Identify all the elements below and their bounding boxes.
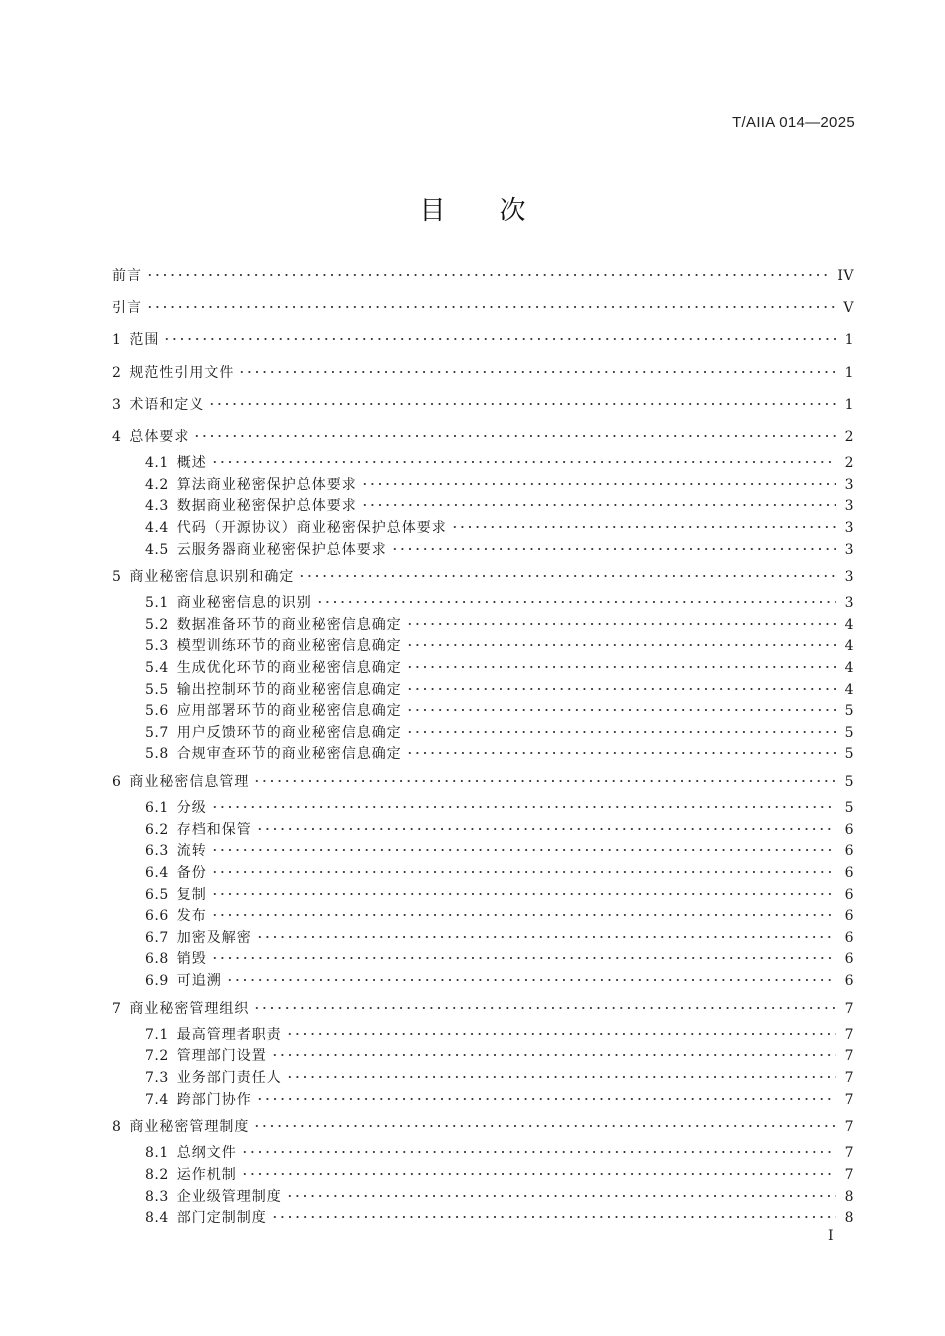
toc-dot-leader [163,337,836,341]
toc-entry-section[interactable] [112,971,854,993]
toc-entry-number: 6.7 [145,929,169,946]
toc-entry-section[interactable] [112,820,854,842]
toc-entry-page: 1 [844,364,854,381]
toc-entry-title: 术语和定义 [129,396,205,413]
toc-entry-title: 商业秘密管理组织 [129,1000,250,1017]
toc-dot-leader [253,1006,836,1010]
toc-entry-number: 5 [112,569,122,586]
toc-entry-page: 6 [844,951,854,968]
toc-entry-title: 概述 [176,455,207,472]
toc-dot-leader [241,1150,836,1154]
toc-dot-leader [146,273,831,277]
toc-entry-section[interactable] [112,680,854,702]
toc-dot-leader [286,1194,836,1198]
toc-dot-leader [286,1075,836,1079]
toc-dot-leader [241,1172,836,1176]
toc-entry-title: 应用部署环节的商业秘密信息确定 [176,703,402,720]
toc-entry-section[interactable] [112,928,854,950]
toc-entry-page: IV [837,268,854,284]
toc-entry-page: 1 [844,396,854,413]
toc-entry-number: 7.1 [145,1026,169,1043]
toc-entry-number: 3 [112,396,122,413]
toc-dot-leader [208,402,836,406]
toc-entry-title: 备份 [176,865,207,881]
toc-entry-number: 5.4 [145,660,169,677]
toc-entry-page: 8 [844,1210,854,1227]
toc-dot-leader [406,665,836,669]
toc-entry-chapter[interactable] [112,993,854,1025]
toc-entry-section[interactable] [112,496,854,518]
toc-entry-title: 复制 [176,886,207,903]
toc-entry-section[interactable] [112,453,854,475]
toc-entry-section[interactable] [112,906,854,928]
toc-entry-chapter[interactable] [112,357,854,389]
toc-entry-title: 企业级管理制度 [176,1188,282,1205]
toc-entry-title: 代码（开源协议）商业秘密保护总体要求 [176,519,447,536]
toc-dot-leader [211,892,836,896]
toc-entry-section[interactable] [112,518,854,540]
table-of-contents [112,260,854,1230]
toc-entry-number: 5.1 [145,595,169,612]
toc-entry-section[interactable] [112,949,854,971]
toc-entry-page: 1 [844,332,854,349]
toc-dot-leader [406,730,836,734]
toc-entry-section[interactable] [112,1090,854,1112]
toc-entry-number: 7.3 [145,1069,169,1086]
toc-dot-leader [298,574,836,578]
toc-entry-page: 5 [844,800,854,817]
toc-entry-title: 规范性引用文件 [129,364,235,381]
toc-entry-section[interactable] [112,1046,854,1068]
toc-entry-number: 5.8 [145,746,169,763]
toc-title-char-1: 目 [419,196,446,226]
toc-entry-number: 6.2 [145,821,169,838]
toc-dot-leader [391,547,836,551]
toc-dot-leader [211,956,836,960]
toc-entry-number: 8.2 [145,1166,169,1183]
toc-entry-page: 6 [844,908,854,925]
toc-entry-section[interactable] [112,593,854,615]
toc-entry-number: 4.5 [145,541,169,558]
toc-entry-number: 6.1 [145,800,169,817]
toc-entry-title: 前言 [112,268,142,284]
toc-entry-page: 6 [844,843,854,860]
toc-entry-page: 7 [844,1145,854,1162]
toc-entry-number: 7.4 [145,1091,169,1108]
toc-entry-page: 3 [844,569,854,586]
toc-entry-page: 5 [844,703,854,720]
document-code: T/AIIA 014—2025 [732,114,855,131]
toc-dot-leader [406,643,836,647]
toc-entry-title: 部门定制制度 [176,1210,267,1227]
toc-entry-title: 分级 [176,800,207,817]
toc-entry-section[interactable] [112,798,854,820]
toc-entry-number: 1 [112,332,122,349]
toc-entry-page: 7 [844,1091,854,1108]
toc-entry-chapter[interactable] [112,260,854,292]
toc-entry-page: 4 [844,681,854,698]
toc-dot-leader [146,305,836,309]
toc-entry-section[interactable] [112,701,854,723]
toc-entry-title: 商业秘密信息的识别 [176,595,312,612]
toc-entry-page: 6 [844,865,854,881]
toc-entry-number: 2 [112,364,122,381]
toc-entry-title: 引言 [112,300,142,317]
toc-entry-title: 模型训练环节的商业秘密信息确定 [176,638,402,655]
toc-entry-chapter[interactable] [112,421,854,453]
toc-entry-section[interactable] [112,841,854,863]
toc-entry-title: 销毁 [176,951,207,968]
toc-entry-number: 4.1 [145,455,169,472]
toc-entry-title: 跨部门协作 [176,1091,252,1108]
toc-entry-page: V [843,300,854,317]
toc-entry-number: 8.4 [145,1210,169,1227]
toc-entry-page: 4 [844,660,854,677]
toc-dot-leader [451,525,836,529]
toc-dot-leader [406,687,836,691]
toc-entry-title: 云服务器商业秘密保护总体要求 [176,541,387,558]
toc-entry-title: 业务部门责任人 [176,1069,282,1086]
toc-entry-page: 7 [844,1000,854,1017]
toc-entry-number: 6 [112,774,122,791]
toc-entry-page: 3 [844,476,854,493]
toc-entry-section[interactable] [112,1208,854,1230]
toc-dot-leader [256,827,836,831]
toc-entry-title: 输出控制环节的商业秘密信息确定 [176,681,402,698]
toc-dot-leader [286,1032,836,1036]
toc-dot-leader [406,708,836,712]
toc-entry-page: 3 [844,595,854,612]
toc-entry-section[interactable] [112,658,854,680]
toc-entry-chapter[interactable] [112,324,854,356]
toc-entry-page: 7 [844,1069,854,1086]
toc-entry-page: 7 [844,1048,854,1065]
toc-entry-page: 8 [844,1188,854,1205]
toc-entry-page: 2 [844,428,854,445]
toc-entry-number: 7.2 [145,1048,169,1065]
toc-title [0,190,945,227]
toc-entry-number: 8.1 [145,1145,169,1162]
toc-entry-page: 7 [844,1166,854,1183]
toc-entry-number: 8 [112,1119,122,1136]
toc-entry-page: 6 [844,886,854,903]
toc-title-char-2: 次 [499,196,526,226]
toc-entry-number: 4.3 [145,498,169,515]
toc-dot-leader [316,600,836,604]
toc-dot-leader [211,913,836,917]
toc-entry-page: 3 [844,541,854,558]
toc-entry-number: 4.4 [145,519,169,536]
toc-entry-number: 4.2 [145,476,169,493]
toc-entry-title: 用户反馈环节的商业秘密信息确定 [176,724,402,741]
toc-dot-leader [361,503,836,507]
toc-entry-title: 合规审查环节的商业秘密信息确定 [176,746,402,763]
toc-dot-leader [271,1215,836,1219]
toc-entry-number: 5.3 [145,638,169,655]
toc-entry-number: 7 [112,1000,122,1017]
toc-entry-page: 3 [844,498,854,515]
toc-entry-section[interactable] [112,1187,854,1209]
toc-entry-section[interactable] [112,615,854,637]
toc-entry-section[interactable] [112,1143,854,1165]
toc-entry-page: 5 [844,746,854,763]
toc-dot-leader [193,434,836,438]
toc-entry-section[interactable] [112,744,854,766]
toc-entry-title: 数据商业秘密保护总体要求 [176,498,357,515]
toc-entry-number: 4 [112,428,122,445]
toc-dot-leader [253,1124,836,1128]
toc-entry-section[interactable] [112,1165,854,1187]
toc-entry-page: 2 [844,455,854,472]
toc-entry-number: 6.3 [145,843,169,860]
toc-entry-section[interactable] [112,636,854,658]
toc-dot-leader [211,805,836,809]
toc-entry-title: 总体要求 [129,428,190,445]
toc-dot-leader [361,482,836,486]
toc-entry-title: 运作机制 [176,1166,237,1183]
toc-entry-chapter[interactable] [112,389,854,421]
toc-dot-leader [211,848,836,852]
toc-entry-page: 4 [844,616,854,633]
toc-entry-number: 5.5 [145,681,169,698]
toc-entry-number: 5.2 [145,616,169,633]
toc-dot-leader [406,622,836,626]
toc-entry-number: 6.5 [145,886,169,903]
toc-entry-title: 生成优化环节的商业秘密信息确定 [176,660,402,677]
toc-entry-title: 可追溯 [176,972,222,989]
toc-entry-page: 5 [844,774,854,791]
toc-entry-page: 4 [844,638,854,655]
toc-dot-leader [211,870,836,874]
toc-entry-title: 数据准备环节的商业秘密信息确定 [176,616,402,633]
toc-dot-leader [253,779,836,783]
toc-entry-number: 6.6 [145,908,169,925]
toc-entry-page: 7 [844,1026,854,1043]
toc-entry-number: 6.4 [145,865,169,881]
toc-entry-title: 存档和保管 [176,821,252,838]
toc-dot-leader [256,1097,836,1101]
toc-entry-number: 8.3 [145,1188,169,1205]
toc-entry-page: 6 [844,821,854,838]
toc-entry-page: 5 [844,724,854,741]
toc-entry-title: 最高管理者职责 [176,1026,282,1043]
toc-entry-title: 管理部门设置 [176,1048,267,1065]
toc-entry-chapter[interactable] [112,1111,854,1143]
toc-entry-section[interactable] [112,863,854,885]
page-number: I [828,1228,834,1244]
toc-entry-page: 7 [844,1119,854,1136]
toc-entry-title: 商业秘密信息管理 [129,774,250,791]
toc-entry-title: 加密及解密 [176,929,252,946]
toc-entry-title: 算法商业秘密保护总体要求 [176,476,357,493]
toc-entry-chapter[interactable] [112,292,854,324]
toc-entry-section[interactable] [112,885,854,907]
toc-entry-number: 5.6 [145,703,169,720]
toc-entry-page: 3 [844,519,854,536]
toc-entry-title: 商业秘密信息识别和确定 [129,569,295,586]
toc-dot-leader [211,460,836,464]
toc-entry-section[interactable] [112,540,854,562]
toc-entry-number: 6.9 [145,972,169,989]
toc-entry-title: 发布 [176,908,207,925]
toc-entry-chapter[interactable] [112,766,854,798]
toc-entry-number: 6.8 [145,951,169,968]
toc-entry-section[interactable] [112,475,854,497]
toc-dot-leader [256,935,836,939]
toc-entry-page: 6 [844,972,854,989]
toc-entry-number: 5.7 [145,724,169,741]
toc-dot-leader [238,370,836,374]
toc-entry-title: 范围 [129,332,160,349]
toc-entry-section[interactable] [112,723,854,745]
toc-entry-title: 流转 [176,843,207,860]
toc-entry-title: 商业秘密管理制度 [129,1119,250,1136]
toc-entry-section[interactable] [112,1025,854,1047]
toc-dot-leader [271,1053,836,1057]
toc-entry-section[interactable] [112,1068,854,1090]
toc-entry-title: 总纲文件 [176,1145,237,1162]
toc-entry-chapter[interactable] [112,561,854,593]
toc-dot-leader [226,978,836,982]
toc-dot-leader [406,751,836,755]
toc-entry-page: 6 [844,929,854,946]
